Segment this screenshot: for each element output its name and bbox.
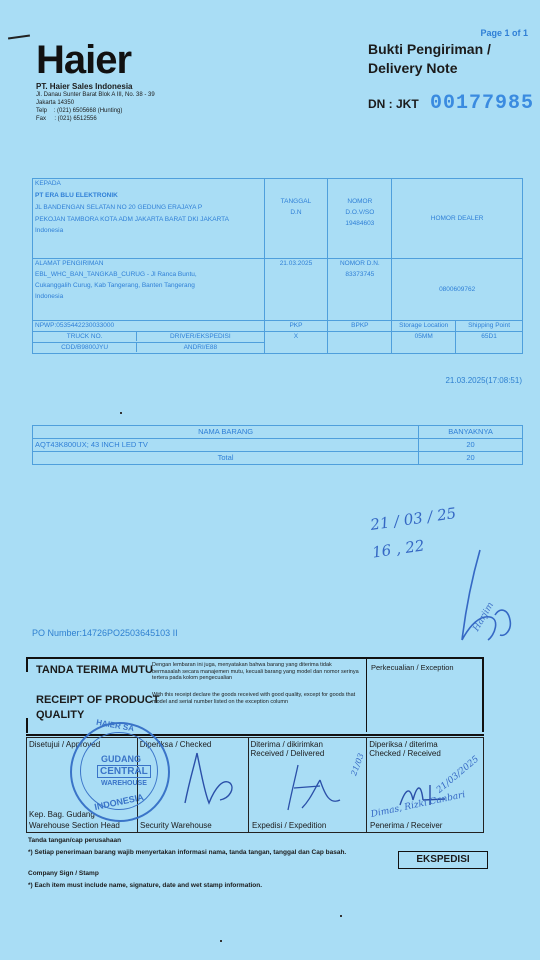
footer-line-3: Company Sign / Stamp — [28, 870, 99, 877]
receipt-corner-tl — [26, 657, 28, 672]
delivered-label-2: Received / Delivered — [250, 749, 325, 758]
stamp-warehouse: WAREHOUSE — [101, 780, 147, 787]
bpkp-label: BPKP — [328, 321, 392, 332]
company-address-1: Jl. Danau Sunter Barat Blok A III, No. 38 - 39 — [36, 92, 155, 98]
receipt-corner-bl — [26, 718, 28, 733]
total-label: Total — [33, 452, 419, 465]
company-fax: Fax : (021) 6512556 — [36, 116, 97, 122]
receipt-title-id: TANDA TERIMA MUTU — [36, 664, 153, 676]
table-row — [33, 439, 523, 452]
date-value: 21.03.2025 — [264, 259, 328, 321]
scan-speck — [220, 940, 222, 942]
items-table — [32, 425, 523, 465]
nomor-dn-value: 83373745 — [345, 271, 375, 278]
driver-value: ANDRI/E88 — [183, 344, 218, 351]
shipping-address-cell — [33, 259, 265, 321]
role-receiver: Penerima / Receiver — [370, 821, 443, 830]
receipt-divider — [366, 657, 367, 732]
tanggal-label: TANGGAL — [280, 198, 312, 205]
recipient-name: PT ERA BLU ELEKTRONIK — [35, 192, 118, 199]
recipient-address-2: PEKOJAN TAMBORA KOTA ADM JAKARTA BARAT DKI JAKARTA — [35, 216, 229, 223]
alamat-label: ALAMAT PENGIRIMAN — [35, 260, 104, 267]
document-title-1: Bukti Pengiriman / — [368, 41, 491, 57]
shipping-value: 65D1 — [456, 332, 523, 354]
receipt-title-en-1: RECEIPT OF PRODUCT — [36, 694, 160, 706]
truck-no-value: CDD/B9800JYU — [33, 343, 137, 352]
expedition-signature — [280, 760, 350, 815]
bpkp-value — [328, 332, 392, 354]
receiver-date: 21/03/2025 — [434, 754, 482, 796]
tanggal-cell — [264, 179, 328, 259]
stamp-bottom-text: INDONESIA — [93, 791, 145, 813]
po-number: PO Number:14726PO2503645103 II — [32, 628, 178, 638]
nomor-label: NOMOR — [347, 198, 373, 205]
nomor-sub: D.O.V/SO — [345, 209, 375, 216]
storage-value: 05MM — [392, 332, 456, 354]
pen-mark — [8, 34, 30, 39]
delivered-label-1: Diterima / dikirimkan — [250, 740, 323, 749]
footer-line-1: Tanda tangan/cap perusahaan — [28, 837, 122, 844]
item-qty: 20 — [419, 439, 523, 452]
handwritten-time: 16 , 22 — [371, 536, 426, 562]
driver-label: DRIVER/EKSPEDISI — [170, 333, 231, 340]
nomor-dn-label: NOMOR D.N. — [339, 260, 380, 267]
items-header-name: NAMA BARANG — [33, 426, 419, 439]
recipient-address-1: JL BANDENGAN SELATAN NO 20 GEDUNG ERAJAYA P — [35, 204, 203, 211]
nomor-dn-cell — [328, 259, 392, 321]
role-expedition: Expedisi / Expedition — [252, 821, 327, 830]
print-timestamp: 21.03.2025(17:08:51) — [445, 376, 522, 385]
truck-no-label: TRUCK NO. — [33, 332, 137, 341]
kepada-label: KEPADA — [35, 180, 61, 187]
company-phone: Telp : (021) 6505668 (Hunting) — [36, 108, 123, 114]
dealer-value: 0800609762 — [392, 259, 523, 321]
total-value: 20 — [419, 452, 523, 465]
receiver-name: Dimas, Rizki Canbari — [370, 790, 467, 820]
nomor-cell — [328, 179, 392, 259]
tanggal-sub: D.N — [290, 209, 302, 216]
pkp-value: X — [264, 332, 328, 354]
ekspedisi-box: EKSPEDISI — [398, 851, 488, 869]
recipient-country: Indonesia — [35, 227, 64, 234]
homor-dealer-label: HOMOR DEALER — [392, 179, 523, 259]
truck-driver-header — [33, 332, 265, 343]
received-label-1: Diperiksa / diterima — [369, 740, 438, 749]
haier-logo: Haier — [36, 38, 132, 82]
receipt-text-id: Dengan lembaran ini juga, menyatakan bahwa barang yang diterima tidak bermasalah secara manajemen mutu, kecuali barang yang model dan nomor serinya tertera pada kolom pengecualian — [152, 662, 359, 681]
checked-label: Diperiksa / Checked — [139, 740, 212, 749]
expedition-date: 21/03 — [349, 752, 366, 777]
receipt-title-en-2: QUALITY — [36, 709, 85, 721]
recipient-cell — [33, 179, 265, 259]
approved-label: Disetujui / Approved — [29, 740, 101, 749]
receipt-text-en: With this receipt declare the goods received with good quality, except for goods that model and serial number listed on the exception column — [152, 692, 356, 705]
footer-line-4: *) Each item must include name, signature, date and wet stamp information. — [28, 882, 263, 889]
security-signature — [175, 748, 245, 813]
company-name: PT. Haier Sales Indonesia — [36, 82, 133, 91]
info-table — [32, 178, 523, 354]
alamat-line-1: EBL_WHC_BAN_TANGKAB_CURUG - Jl Ranca Buntu, — [35, 271, 197, 278]
truck-driver-values — [33, 343, 265, 354]
page-indicator: Page 1 of 1 — [480, 28, 528, 38]
dn-number: 00177985 — [430, 92, 535, 115]
item-name: AQT43K800UX; 43 INCH LED TV — [33, 439, 419, 452]
items-header-qty: BANYAKNYA — [419, 426, 523, 439]
exception-label: Perkecualian / Exception — [371, 663, 454, 672]
stamp-gudang: GUDANG — [101, 754, 141, 764]
scan-speck — [340, 915, 342, 917]
alamat-line-2: Cukanggalih Curug, Kab Tangerang, Banten Tangerang — [35, 282, 195, 289]
receipt-right-edge — [482, 657, 484, 732]
role-warehouse-head-2: Warehouse Section Head — [29, 821, 120, 830]
npwp: NPWP:0535442230033000 — [33, 321, 265, 332]
role-warehouse-head-1: Kep. Bag. Gudang — [29, 810, 95, 819]
nomor-value: 19484603 — [345, 220, 375, 227]
company-address-2: Jakarta 14350 — [36, 100, 75, 106]
role-security: Security Warehouse — [140, 821, 212, 830]
alamat-country: Indonesia — [35, 293, 64, 300]
dn-label: DN : JKT — [368, 97, 419, 111]
handwritten-signature — [440, 545, 520, 650]
received-label-2: Checked / Received — [369, 749, 441, 758]
document-title-2: Delivery Note — [368, 60, 458, 76]
stamp-central: CENTRAL — [97, 765, 151, 778]
footer-line-2: *) Setiap penerimaan barang wajib menyertakan informasi nama, tanda tangan, tanggal dan Cap basah. — [28, 849, 347, 856]
storage-location-label: Storage Location — [392, 321, 456, 332]
handwritten-date: 21 / 03 / 25 — [369, 504, 458, 534]
pkp-label: PKP — [264, 321, 328, 332]
stamp-top-text: HAIER SA — [95, 717, 135, 734]
shipping-point-label: Shipping Point — [456, 321, 523, 332]
signature-name: Harjim — [471, 600, 497, 634]
scan-speck — [120, 412, 122, 414]
